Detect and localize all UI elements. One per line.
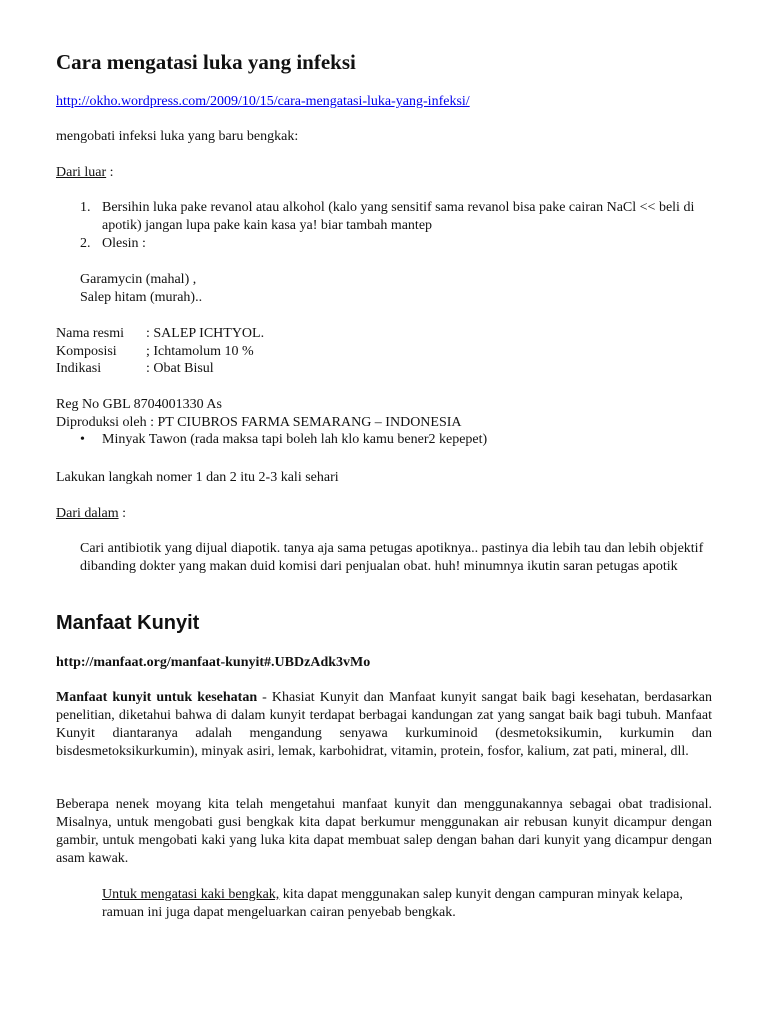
section-title: Manfaat Kunyit (56, 612, 200, 634)
produced-by: Diproduksi oleh : PT CIUBROS FARMA SEMARANG – INDONESIA (56, 415, 462, 430)
list-number: 1. (80, 200, 91, 215)
product-label: Nama resmi (56, 326, 125, 341)
steps-text: Lakukan langkah nomer 1 dan 2 itu 2-3 kali sehari (56, 470, 339, 485)
product-value: ; Ichtamolum 10 % (146, 344, 254, 359)
ointment-line: Garamycin (mahal) , (80, 272, 197, 287)
source-link[interactable]: http://okho.wordpress.com/2009/10/15/cara-mengatasi-luka-yang-infeksi/ (56, 94, 470, 109)
ointment-line: Salep hitam (murah).. (80, 290, 203, 305)
paragraph-1-lead: Manfaat kunyit untuk kesehatan (56, 690, 258, 705)
antibiotic-text: Cari antibiotik yang dijual diapotik. tanya aja sama petugas apotiknya.. pastinya dia lebih tau dan lebih objektif dibanding dokter yang makan duid komisi dari penjualan obat. huh! minumnya ikutin saran petugas apotik (80, 541, 704, 574)
dari-luar-label: Dari luar (56, 165, 107, 180)
paragraph-1-body: - Khasiat Kunyit dan Manfaat kunyit sangat baik bagi kesehatan, berdasarkan penelitian, diketahui bahwa di dalam kunyit terdapat berbagai kandungan zat yang sangat baik bagi tubuh. Manfaat Kunyit diantaranya adalah mengandung senyawa kurkuminoid (desmetoksikumin, kurkumin dan bisdesmetoksikurkumin), minyak asiri, lemak, karbohidrat, vitamin, protein, fosfor, kalium, zat pati, mineral, dll. (56, 690, 713, 759)
intro-text: mengobati infeksi luka yang baru bengkak: (56, 129, 299, 144)
product-label: Komposisi (56, 344, 117, 359)
bullet-item: Minyak Tawon (rada maksa tapi boleh lah klo kamu bener2 kepepet) (102, 432, 488, 447)
paragraph-1 (56, 689, 712, 761)
list-item: Olesin : (102, 236, 146, 251)
dari-dalam-heading (56, 505, 126, 522)
product-value: : SALEP ICHTYOL. (146, 326, 265, 341)
paragraph-3-lead: Untuk mengatasi kaki bengkak, (102, 887, 280, 902)
product-label: Indikasi (56, 361, 102, 376)
paragraph-3 (102, 886, 702, 922)
page-title: Cara mengatasi luka yang infeksi (56, 50, 356, 74)
paragraph-3-body: kita dapat menggunakan salep kunyit dengan campuran minyak kelapa, ramuan ini juga dapat mengeluarkan cairan penyebab bengkak. (102, 887, 683, 920)
dari-luar-heading (56, 164, 114, 181)
bullet-icon: • (80, 432, 85, 447)
dari-dalam-label: Dari dalam (56, 506, 119, 521)
list-number: 2. (80, 236, 91, 251)
paragraph-2: Beberapa nenek moyang kita telah mengetahui manfaat kunyit dan menggunakannya sebagai obat tradisional. Misalnya, untuk mengobati gusi bengkak kita dapat berkumur menggunakan air rebusan kunyit dicampur dengan gambir, untuk mengobati kaki yang luka kita dapat membuat salep dengan bahan dari kunyit yang dicampur dengan asam kawak. (56, 797, 712, 866)
dari-luar-colon: : (106, 165, 114, 180)
product-value: : Obat Bisul (146, 361, 214, 376)
dari-dalam-colon: : (118, 506, 126, 521)
reg-number: Reg No GBL 8704001330 As (56, 397, 222, 412)
source-url-2: http://manfaat.org/manfaat-kunyit#.UBDzAdk3vMo (56, 655, 371, 670)
list-item: Bersihin luka pake revanol atau alkohol (kalo yang sensitif sama revanol bisa pake cairan NaCl << beli di apotik) jangan lupa pake kain kasa ya! biar tambah mantep (102, 200, 695, 233)
